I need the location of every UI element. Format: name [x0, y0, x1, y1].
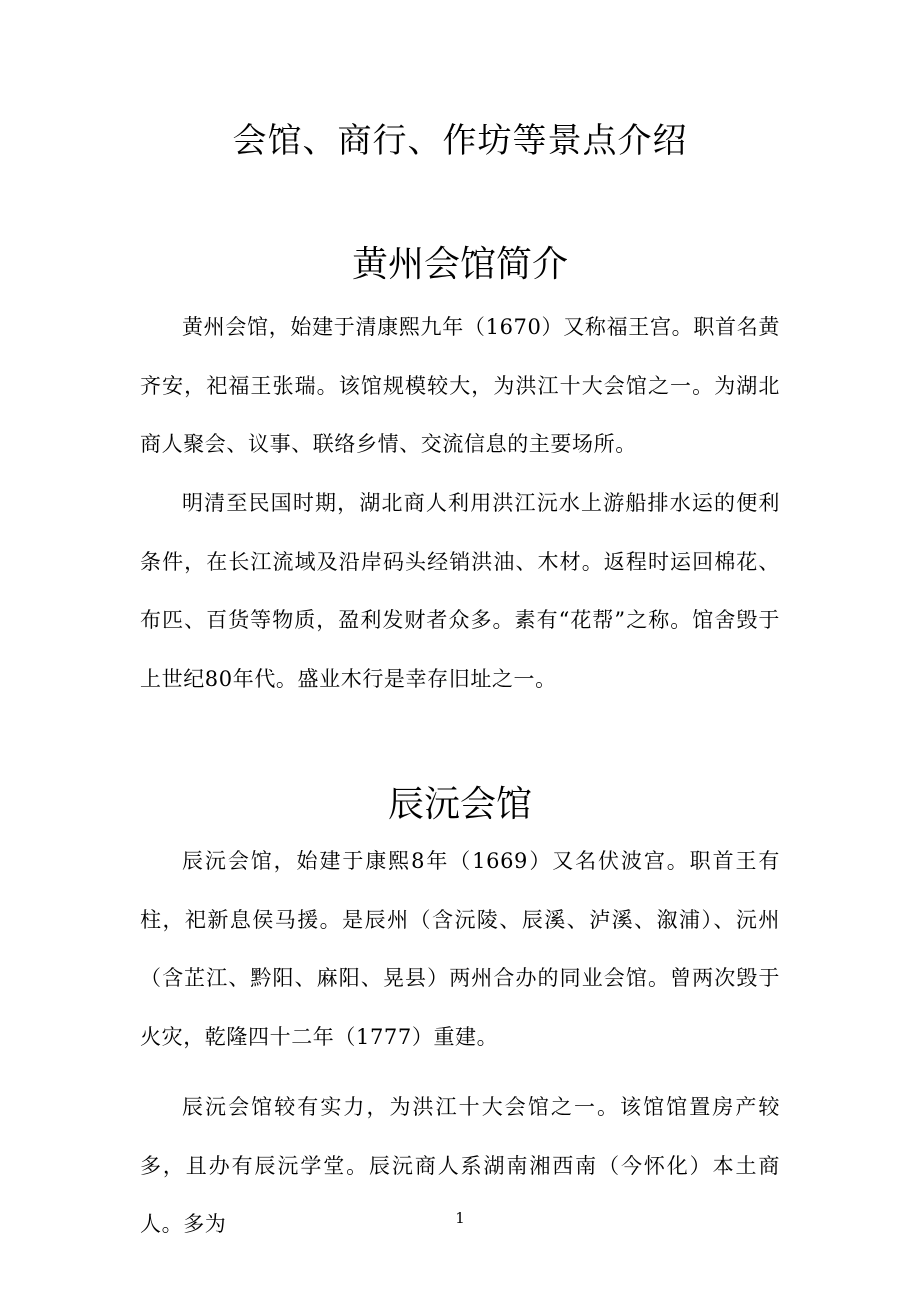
paragraph-huangzhou-intro: 黄州会馆，始建于清康熙九年（1670）又称福王宫。职首名黄齐安，祀福王张瑞。该馆规模较大，为洪江十大会馆之一。为湖北商人聚会、议事、联络乡情、交流信息的主要场所。 [140, 315, 780, 456]
paragraph-chenyuan-intro: 辰沅会馆，始建于康熙8年（1669）又名伏波宫。职首王有柱，祀新息侯马援。是辰州（含沅陵、辰溪、泸溪、溆浦）、沅州（含芷江、黔阳、麻阳、晃县）两州合办的同业会馆。曾两次毁于火灾，乾隆四十二年（1777）重建。 [140, 849, 780, 1049]
paragraph-huangzhou-history: 明清至民国时期，湖北商人利用洪江沅水上游船排水运的便利条件，在长江流域及沿岸码头经销洪油、木材。返程时运回棉花、布匹、百货等物质，盈利发财者众多。素有“花帮”之称。馆舍毁于上世纪80年代。盛业木行是幸存旧址之一。 [140, 491, 780, 691]
page-number: 1 [455, 1209, 465, 1227]
document-title: 会馆、商行、作坊等景点介绍 [232, 121, 688, 161]
section-heading-chenyuan-guild: 辰沅会馆 [387, 784, 532, 825]
paragraph-chenyuan-details: 辰沅会馆较有实力，为洪江十大会馆之一。该馆馆置房产较多，且办有辰沅学堂。辰沅商人系湖南湘西南（今怀化）本土商人。多为 [140, 1095, 780, 1236]
section-heading-huangzhou-guild: 黄州会馆简介 [351, 244, 568, 285]
